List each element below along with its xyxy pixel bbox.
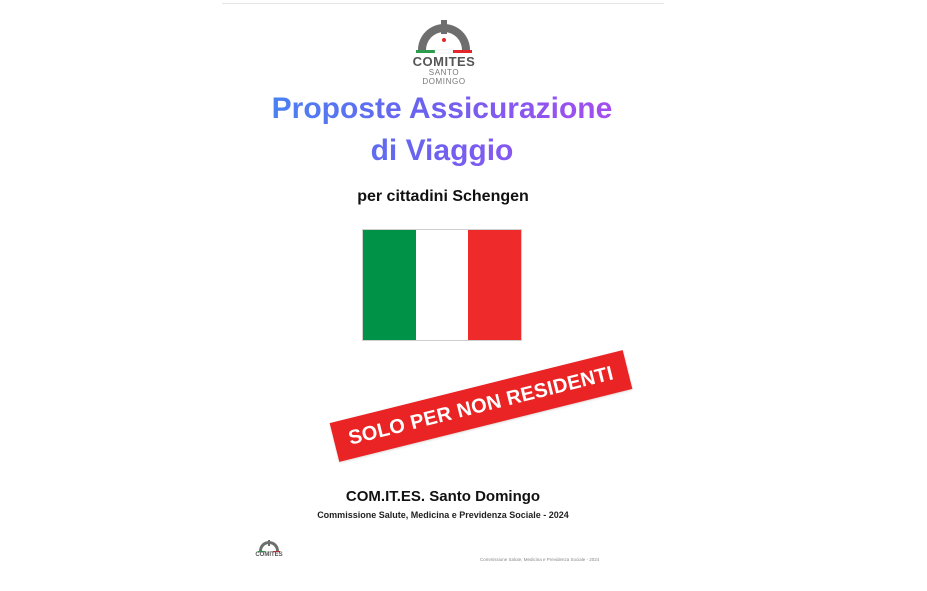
flag-stripe-white bbox=[416, 230, 469, 340]
comites-logo bbox=[406, 10, 482, 86]
small-comites-logo bbox=[254, 538, 284, 562]
document-subtitle: per cittadini Schengen bbox=[357, 188, 529, 205]
logo-wordmark: COMITES bbox=[412, 54, 476, 69]
small-logo-wordmark: COMITES bbox=[255, 552, 283, 558]
organization-name: COM.IT.ES. Santo Domingo bbox=[345, 488, 541, 505]
commission-line: Commissione Salute, Medicina e Previdenza Sociale - 2024 bbox=[317, 510, 569, 520]
document-title-line-2: di Viaggio bbox=[221, 130, 663, 172]
page-footer-text: Commissione Salute, Medicina e Previdenza Sociale - 2024 bbox=[480, 557, 600, 562]
flag-stripe-green bbox=[363, 230, 416, 340]
document-title-line-1: Proposte Assicurazione bbox=[221, 88, 663, 130]
document-page bbox=[222, 3, 664, 591]
italian-flag-icon bbox=[362, 229, 522, 341]
comites-logo-icon bbox=[406, 10, 482, 58]
logo-subtitle: SANTO DOMINGO bbox=[422, 68, 466, 86]
non-residents-banner: SOLO PER NON RESIDENTI bbox=[330, 350, 633, 462]
flag-stripe-red bbox=[468, 230, 521, 340]
